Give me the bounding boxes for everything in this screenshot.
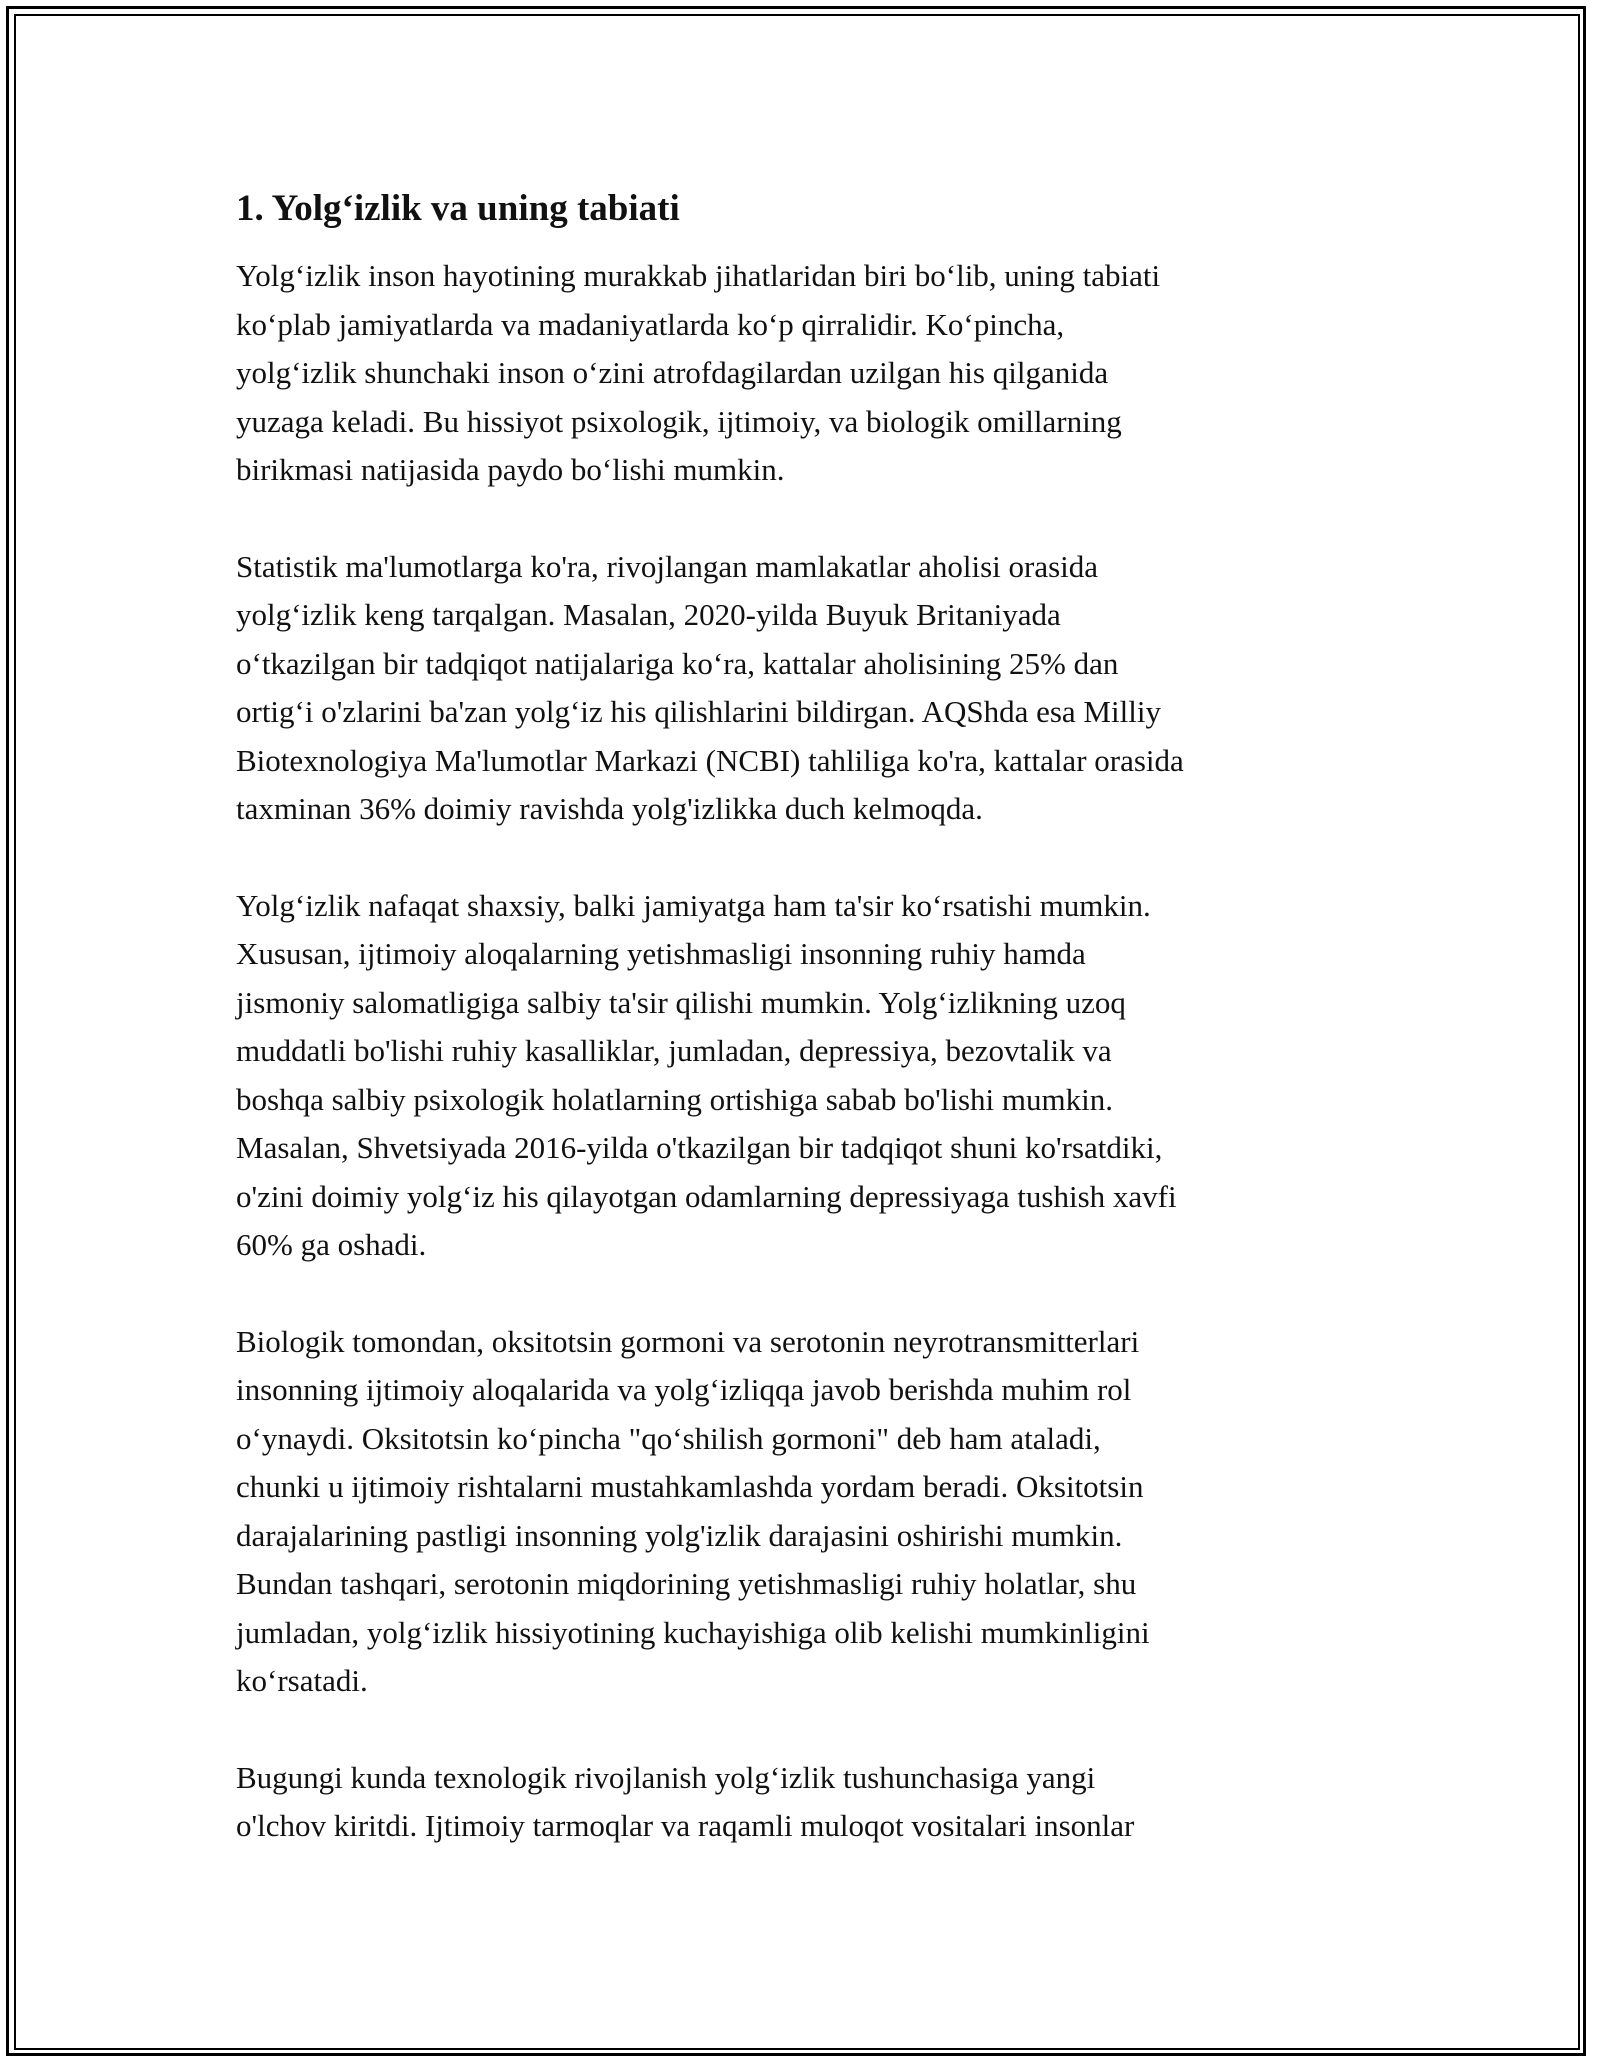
document-body — [236, 186, 1366, 1899]
paragraph-technology: Bugungi kunda texnologik rivojlanish yolg‘izlik tushunchasiga yangi o'lchov kiritdi. Ijtimoiy tarmoqlar va raqamli muloqot vositalari insonlar — [236, 1759, 1135, 1843]
paragraph-nature-of-loneliness: Yolg‘izlik inson hayotining murakkab jihatlaridan biri bo‘lib, uning tabiati ko‘plab jamiyatlarda va madaniyatlarda ko‘p qirralidir. Ko‘pincha, yolg‘izlik shunchaki inson o‘zini atrofdagilardan uzilgan his qilganida yuzaga keladi. Bu hissiyot psixologik, ijtimoiy, va biologik omillarning birikmasi natijasida paydo bo‘lishi mumkin. — [236, 258, 1161, 487]
paragraph-social-impact: Yolg‘izlik nafaqat shaxsiy, balki jamiyatga ham ta'sir ko‘rsatishi mumkin. Xususan, ijtimoiy aloqalarning yetishmasligi insonning ruhiy hamda jismoniy salomatligiga salbiy ta'sir qilishi mumkin. Yolg‘izlikning uzoq muddatli bo'lishi ruhiy kasalliklar, jumladan, depressiya, bezovtalik va boshqa salbiy psixologik holatlarning ortishiga sabab bo'lishi mumkin. Masalan, Shvetsiyada 2016-yilda o'tkazilgan bir tadqiqot shuni ko'rsatdiki, o'zini doimiy yolg‘iz his qilayotgan odamlarning depressiyaga tushish xavfi 60% ga oshadi. — [236, 887, 1177, 1262]
paragraph-biology: Biologik tomondan, oksitotsin gormoni va serotonin neyrotransmitterlari insonning ijtimoiy aloqalarida va yolg‘izliqqa javob berishda muhim rol o‘ynaydi. Oksitotsin ko‘pincha "qo‘shilish gormoni" deb ham ataladi, chunki u ijtimoiy rishtalarni mustahkamlashda yordam beradi. Oksitotsin darajalarining pastligi insonning yolg'izlik darajasini oshirishi mumkin. Bundan tashqari, serotonin miqdorining yetishmasligi ruhiy holatlar, shu jumladan, yolg‘izlik hissiyotining kuchayishiga olib kelishi mumkinligini ko‘rsatadi. — [236, 1323, 1150, 1698]
paragraph-statistics: Statistik ma'lumotlarga ko'ra, rivojlangan mamlakatlar aholisi orasida yolg‘izlik keng tarqalgan. Masalan, 2020-yilda Buyuk Britaniyada o‘tkazilgan bir tadqiqot natijalariga ko‘ra, kattalar aholisining 25% dan ortig‘i o'zlarini ba'zan yolg‘iz his qilishlarini bildirgan. AQShda esa Milliy Biotexnologiya Ma'lumotlar Markazi (NCBI) tahliliga ko'ra, kattalar orasida taxminan 36% doimiy ravishda yolg'izlikka duch kelmoqda. — [236, 548, 1184, 826]
section-heading: 1. Yolg‘izlik va uning tabiati — [236, 188, 680, 229]
